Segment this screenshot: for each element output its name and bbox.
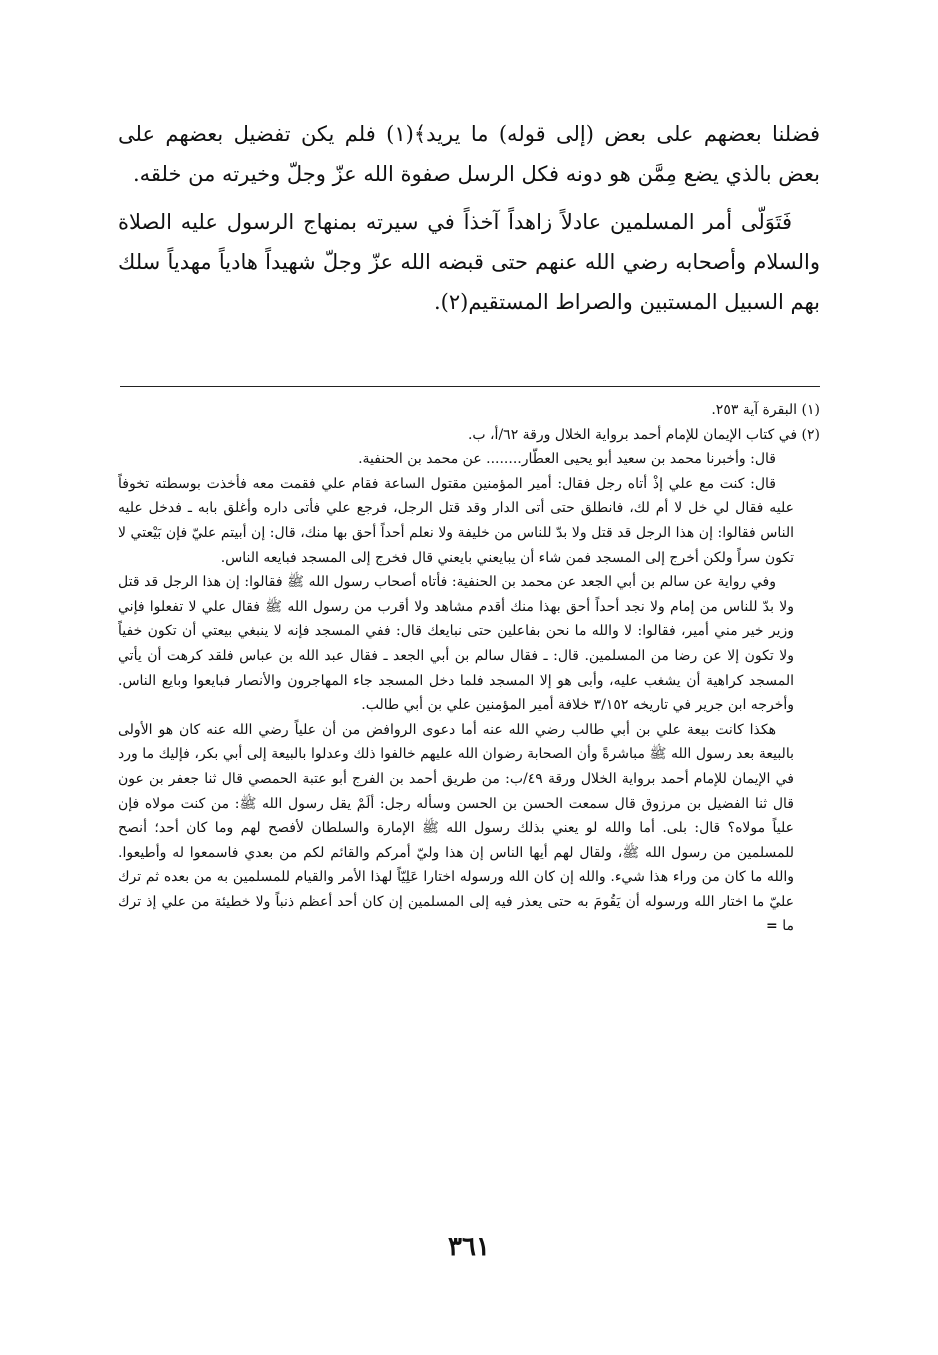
footnote-1: (١) البقرة آية ٢٥٣. — [711, 402, 820, 418]
main-paragraph-2: فَتَوَلّى أمر المسلمين عادلاً زاهداً آخذاً في سيرته بمنهاج الرسول عليه الصلاة والسلام وأصحابه رضي الله عنهم حتى قبضه الله عزّ وجلّ شهيداً هادياً مهدياً سلك بهم السبيل المستبين والصراط المستقيم(٢). — [118, 210, 820, 314]
footnote-2: (٢) في كتاب الإيمان للإمام أحمد برواية الخلال ورقة ٦٢/أ، ب. — [467, 426, 820, 443]
footnote-2-paragraph-1: قال: وأخبرنا محمد بن سعيد أبو يحيى العطّار........ عن محمد بن الحنفية. — [358, 451, 776, 468]
main-text-body — [118, 114, 820, 322]
footnote-2-paragraph-2: قال: كنت مع علي إذْ أتاه رجل فقال: أمير المؤمنين مقتول الساعة فقام علي فقمت معه فأخذت بوسطته تخوفاً عليه فقال لي خل لا أم لك، فانطلق حتى أتى الدار وقد قتل الرجل، فرجع علي فأتى داره وأغلق بابه ـ فدخل عليه الناس فقالوا: إن هذا الرجل قد قتل ولا بدّ للناس من خليفة ولا نعلم أحداً أحق بها منك، قال: إن أبيتم عليّ فإن بَيْعتي لا تكون سراً ولكن أخرج إلى المسجد فمن شاء أن يبايعني بايعني قال فخرج إلى المسجد فبايعه الناس. — [118, 475, 794, 566]
continuation-mark: = — [766, 918, 778, 935]
main-paragraph-1: فضلنا بعضهم على بعض (إلى قوله) ما يريد﴾(١) فلم يكن تفضيل بعضهم على بعض بالذي يضع مِمَّن هو دونه فكل الرسل صفوة الله عزّ وجلّ وخيرته من خلقه. — [118, 122, 820, 186]
footnote-divider — [120, 386, 820, 387]
page-number: ٣٦١ — [448, 1232, 490, 1262]
footnotes-section — [118, 398, 820, 939]
footnote-2-paragraph-4 — [118, 718, 820, 939]
footnote-2-paragraph-3: وفي رواية عن سالم بن أبي الجعد عن محمد بن الحنفية: فأتاه أصحاب رسول الله ﷺ فقالوا: إن هذا الرجل قد قتل ولا بدّ للناس من إمام ولا نجد أحداً أحق بهذا منك أقدم مشاهد ولا أقرب من رسول الله ﷺ فقال علي لا تفعلوا فإني وزير خير مني أمير، فقالوا: لا والله ما نحن بفاعلين حتى نبايعك قال: ففي المسجد فإنه لا ينبغي بيعتي أن تكون خفياً ولا تكون إلا عن رضا من المسلمين. قال: ـ فقال سالم بن أبي الجعد ـ فقال عبد الله بن عباس فلقد كرهت أن يأتي المسجد كراهية أن يشغب عليه، وأبى هو إلا المسجد فلما دخل المسجد جاء المهاجرون والأنصار فبايعوا وبايع الناس. وأخرجه ابن جرير في تاريخه ٣/١٥٢ خلافة أمير المؤمنين علي بن أبي طالب. — [118, 574, 794, 714]
footnote-2-paragraph-4-text: هكذا كانت بيعة علي بن أبي طالب رضي الله عنه أما دعوى الروافض من أن علياً رضي الله عنه كان هو الأولى بالبيعة بعد رسول الله ﷺ مباشرةً وأن الصحابة رضوان الله عليهم خالفوا ذلك وعدلوا بالبيعة إلى أبي بكر، فإليك ما ورد في الإيمان للإمام أحمد برواية الخلال ورقة ٤٩/ب: من طريق أحمد بن الفرج أبو عتبة الحمصي قال ثنا جعفر بن عون قال ثنا الفضيل بن مرزوق قال سمعت الحسن بن الحسن وسأله رجل: ألَمْ يقل رسول الله ﷺ: من كنت مولاه فإن علياً مولاه؟ قال: بلى. أما والله لو يعني بذلك رسول الله ﷺ الإمارة والسلطان لأفصح لهم وما كان أحد؛ أنصح للمسلمين من رسول الله ﷺ، ولقال لهم أيها الناس إن هذا وليّ أمركم والقائم لكم من بعدي فاسمعوا له وأطيعوا. والله ما كان من وراء هذا شيء. والله إن كان الله ورسوله اختارا عَلِيّاً لهذا الأمر والقيام للمسلمين به من بعده ثم ترك عليّ ما اختار الله ورسوله أن يَقُومَ به حتى يعذر فيه إلى المسلمين إن كان أحد أعظم ذنباً ولا خطيئة من علي إذ ترك ما — [118, 721, 794, 935]
